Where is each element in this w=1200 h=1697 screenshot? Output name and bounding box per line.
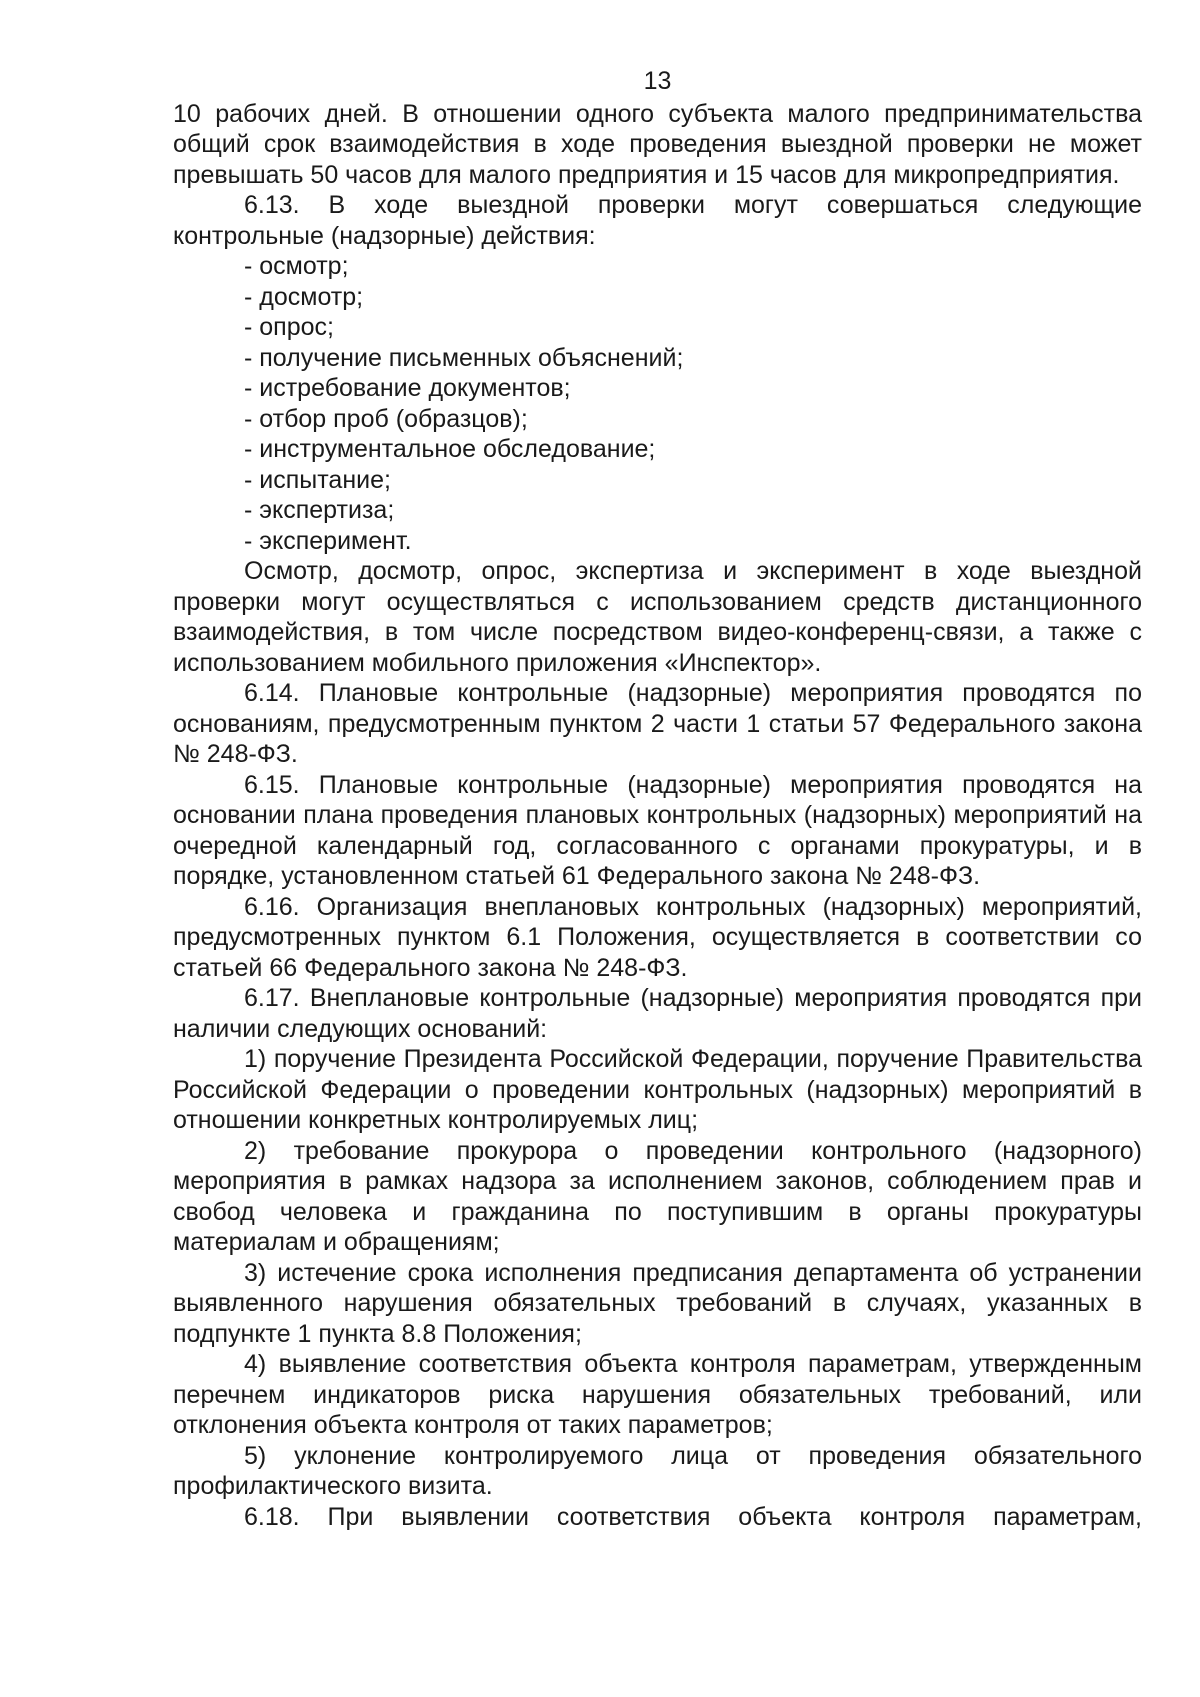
paragraph-continuation: 10 рабочих дней. В отношении одного субъекта малого предпринимательства общий срок взаимодействия в ходе проведения выездной проверки не может превышать 50 часов для малого предприятия и 15 часов для микропредприятия. — [173, 99, 1142, 189]
list-item: - опрос; — [244, 313, 334, 341]
page-number: 13 — [643, 67, 672, 95]
paragraph-6-16: 6.16. Организация внеплановых контрольных (надзорных) мероприятий, предусмотренных пунктом 6.1 Положения, осуществляется в соответствии со статьей 66 Федерального закона № 248-ФЗ. — [173, 892, 1142, 982]
paragraph-6-13: 6.13. В ходе выездной проверки могут совершаться следующие контрольные (надзорные) действия: — [173, 191, 1142, 250]
list-item: - инструментальное обследование; — [244, 435, 656, 463]
subitem-4: 4) выявление соответствия объекта контроля параметрам, утвержденным перечнем индикаторов риска нарушения обязательных требований, или отклонения объекта контроля от таких параметров; — [173, 1350, 1142, 1439]
list-item: - эксперимент. — [244, 526, 412, 555]
list-item: - отбор проб (образцов); — [244, 404, 528, 433]
list-item: - экспертиза; — [244, 496, 395, 524]
actions-list — [173, 251, 1142, 556]
paragraph-6-18: 6.18. При выявлении соответствия объекта контроля параметрам, — [244, 1502, 1142, 1531]
list-item: - получение письменных объяснений; — [244, 343, 684, 372]
document-page — [173, 66, 1142, 1532]
list-item: - испытание; — [244, 465, 391, 494]
paragraph-6-17: 6.17. Внеплановые контрольные (надзорные) мероприятия проводятся при наличии следующих оснований: — [173, 984, 1142, 1043]
subitem-1: 1) поручение Президента Российской Федерации, поручение Правительства Российской Федерации о проведении контрольных (надзорных) мероприятий в отношении конкретных контролируемых лиц; — [173, 1045, 1142, 1134]
list-item: - осмотр; — [244, 252, 349, 280]
subitem-5: 5) уклонение контролируемого лица от проведения обязательного профилактического визита. — [173, 1441, 1142, 1500]
subitem-3: 3) истечение срока исполнения предписания департамента об устранении выявленного нарушения обязательных требований в случаях, указанных в подпункте 1 пункта 8.8 Положения; — [173, 1258, 1142, 1348]
paragraph-6-14: 6.14. Плановые контрольные (надзорные) мероприятия проводятся по основаниям, предусмотренным пунктом 2 части 1 статьи 57 Федерального закона № 248-ФЗ. — [173, 679, 1142, 768]
paragraph-6-15: 6.15. Плановые контрольные (надзорные) мероприятия проводятся на основании плана проведения плановых контрольных (надзорных) мероприятий на очередной календарный год, согласованного с органами прокуратуры, и в порядке, установленном статьей 61 Федерального закона № 248-ФЗ. — [173, 770, 1142, 890]
subitem-2: 2) требование прокурора о проведении контрольного (надзорного) мероприятия в рамках надзора за исполнением законов, соблюдением прав и свобод человека и гражданина по поступившим в органы прокуратуры материалам и обращениям; — [173, 1136, 1142, 1256]
list-item: - досмотр; — [244, 282, 364, 311]
paragraph-remote-inspection: Осмотр, досмотр, опрос, экспертиза и эксперимент в ходе выездной проверки могут осуществляться с использованием средств дистанционного взаимодействия, в том числе посредством видео-конференц-связи, а также с использованием мобильного приложения «Инспектор». — [173, 557, 1142, 677]
list-item: - истребование документов; — [244, 374, 571, 402]
